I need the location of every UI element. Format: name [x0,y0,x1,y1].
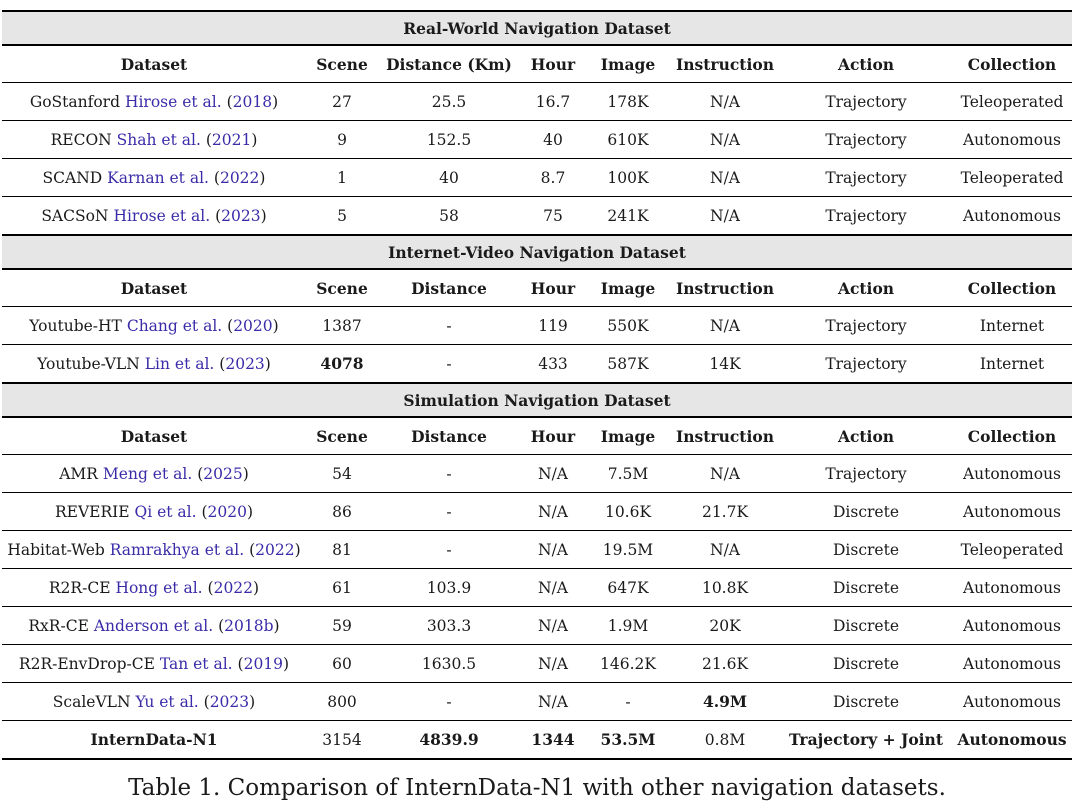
hour-cell: 16.7 [520,83,586,121]
column-header: Instruction [670,45,780,83]
section-title: Internet-Video Navigation Dataset [2,235,1072,269]
table-row [2,345,1072,384]
hour-cell: 8.7 [520,159,586,197]
dataset-name: RxR-CE [28,616,89,635]
column-header: Scene [306,417,378,455]
citation-year-link[interactable]: 2023 [221,206,261,225]
collection-cell: Teleoperated [952,83,1072,121]
image-cell: 587K [586,345,670,384]
image-cell: 146.2K [586,645,670,683]
distance-cell: 303.3 [378,607,520,645]
dataset-cell: SCAND Karnan et al. (2022) [2,159,306,197]
column-header: Dataset [2,45,306,83]
image-cell: 1.9M [586,607,670,645]
dataset-name: Youtube-VLN [37,354,140,373]
action-cell: Trajectory [780,83,952,121]
instruction-cell: N/A [670,83,780,121]
scene-cell: 54 [306,455,378,493]
distance-cell: 4839.9 [378,721,520,760]
column-header: Distance [378,417,520,455]
column-header: Collection [952,269,1072,307]
collection-cell: Autonomous [952,197,1072,236]
instruction-cell: N/A [670,307,780,345]
distance-cell: - [378,493,520,531]
collection-cell: Autonomous [952,683,1072,721]
table-row [2,455,1072,493]
dataset-name: AMR [59,464,98,483]
hour-cell: N/A [520,607,586,645]
collection-cell: Autonomous [952,455,1072,493]
dataset-cell [2,721,306,760]
table-row [2,121,1072,159]
image-cell: 10.6K [586,493,670,531]
dataset-name: SCAND [42,168,103,187]
hour-cell: N/A [520,455,586,493]
dataset-cell: Youtube-HT Chang et al. (2020) [2,307,306,345]
image-cell: 53.5M [586,721,670,760]
instruction-cell: 21.6K [670,645,780,683]
action-cell: Discrete [780,645,952,683]
column-header: Hour [520,269,586,307]
collection-cell: Teleoperated [952,531,1072,569]
instruction-cell: 14K [670,345,780,384]
table-row [2,493,1072,531]
citation-year-link[interactable]: 2021 [211,130,252,149]
column-header: Hour [520,45,586,83]
citation-year-link[interactable]: 2022 [255,540,295,559]
scene-cell: 86 [306,493,378,531]
collection-cell: Autonomous [952,721,1072,760]
action-cell: Discrete [780,683,952,721]
dataset-name: ScaleVLN [52,692,131,711]
action-cell: Trajectory [780,345,952,384]
image-cell: - [586,683,670,721]
dataset-cell: Youtube-VLN Lin et al. (2023) [2,345,306,384]
table-row [2,569,1072,607]
citation-author-link[interactable]: Qi et al. [134,502,197,521]
distance-cell: - [378,345,520,384]
instruction-cell: 20K [670,607,780,645]
collection-cell: Autonomous [952,569,1072,607]
distance-cell: - [378,683,520,721]
dataset-name: Youtube-HT [29,316,122,335]
citation-author-link[interactable]: Anderson et al. [93,616,214,635]
action-cell: Trajectory [780,159,952,197]
dataset-name: RECON [50,130,112,149]
distance-cell: 103.9 [378,569,520,607]
image-cell: 19.5M [586,531,670,569]
citation-year-link[interactable]: 2020 [233,316,273,335]
distance-cell: 25.5 [378,83,520,121]
instruction-cell: N/A [670,455,780,493]
citation-author-link[interactable]: Shah et al. [116,130,201,149]
distance-cell: 152.5 [378,121,520,159]
collection-cell: Internet [952,307,1072,345]
section-title-row [2,11,1072,45]
instruction-cell: 0.8M [670,721,780,760]
column-header: Hour [520,417,586,455]
citation-year-link[interactable]: 2022 [219,168,260,187]
table-row [2,197,1072,236]
action-cell: Discrete [780,493,952,531]
column-header: Dataset [2,269,306,307]
collection-cell: Autonomous [952,121,1072,159]
instruction-cell: 21.7K [670,493,780,531]
section-title-row [2,383,1072,417]
comparison-table-container [2,10,1072,760]
hour-cell: 119 [520,307,586,345]
table-row [2,645,1072,683]
citation-author-link[interactable]: Lin et al. [144,354,215,373]
action-cell: Trajectory [780,455,952,493]
collection-cell: Internet [952,345,1072,384]
distance-cell: - [378,455,520,493]
column-header: Image [586,45,670,83]
image-cell: 647K [586,569,670,607]
table-row [2,721,1072,760]
citation-year-link[interactable]: 2018 [232,92,273,111]
citation-year-link[interactable]: 2020 [207,502,247,521]
distance-cell: - [378,307,520,345]
collection-cell: Teleoperated [952,159,1072,197]
table-row [2,83,1072,121]
scene-cell: 61 [306,569,378,607]
dataset-name: R2R-EnvDrop-CE [18,654,155,673]
citation-author-link[interactable]: Hirose et al. [113,206,211,225]
column-header: Distance (Km) [378,45,520,83]
instruction-cell: N/A [670,159,780,197]
dataset-cell: ScaleVLN Yu et al. (2023) [2,683,306,721]
instruction-cell: N/A [670,197,780,236]
column-header: Scene [306,45,378,83]
table-row [2,531,1072,569]
image-cell: 241K [586,197,670,236]
section-title: Real-World Navigation Dataset [2,11,1072,45]
comparison-table [2,10,1072,760]
citation-year-link[interactable]: 2023 [225,354,265,373]
table-row [2,307,1072,345]
table-caption: Table 1. Comparison of InternData-N1 with other navigation datasets. [128,775,946,801]
dataset-cell: SACSoN Hirose et al. (2023) [2,197,306,236]
hour-cell: N/A [520,493,586,531]
scene-cell: 81 [306,531,378,569]
dataset-cell: REVERIE Qi et al. (2020) [2,493,306,531]
scene-cell: 60 [306,645,378,683]
instruction-cell: 10.8K [670,569,780,607]
column-header: Collection [952,45,1072,83]
dataset-cell: GoStanford Hirose et al. (2018) [2,83,306,121]
citation-year-link[interactable]: 2025 [203,464,243,483]
action-cell: Discrete [780,607,952,645]
column-header-row [2,269,1072,307]
distance-cell: 58 [378,197,520,236]
dataset-cell: R2R-CE Hong et al. (2022) [2,569,306,607]
citation-author-link[interactable]: Hirose et al. [124,92,222,111]
image-cell: 550K [586,307,670,345]
scene-cell: 5 [306,197,378,236]
distance-cell: 1630.5 [378,645,520,683]
image-cell: 7.5M [586,455,670,493]
scene-cell: 800 [306,683,378,721]
scene-cell: 27 [306,83,378,121]
section-title-row [2,235,1072,269]
image-cell: 178K [586,83,670,121]
instruction-cell: N/A [670,121,780,159]
action-cell: Trajectory [780,121,952,159]
column-header-row [2,417,1072,455]
table-row [2,159,1072,197]
collection-cell: Autonomous [952,493,1072,531]
column-header: Instruction [670,269,780,307]
dataset-name: Habitat-Web [7,540,105,559]
citation-author-link[interactable]: Chang et al. [126,316,223,335]
hour-cell: 1344 [520,721,586,760]
scene-cell: 9 [306,121,378,159]
hour-cell: N/A [520,531,586,569]
hour-cell: 433 [520,345,586,384]
dataset-name: R2R-CE [48,578,111,597]
dataset-cell: RECON Shah et al. (2021) [2,121,306,159]
collection-cell: Autonomous [952,607,1072,645]
column-header: Image [586,269,670,307]
column-header-row [2,45,1072,83]
column-header: Image [586,417,670,455]
image-cell: 100K [586,159,670,197]
citation-year-link[interactable]: 2022 [213,578,254,597]
column-header: Scene [306,269,378,307]
hour-cell: 40 [520,121,586,159]
image-cell: 610K [586,121,670,159]
citation-author-link[interactable]: Meng et al. [102,464,193,483]
dataset-name: InternData-N1 [90,730,218,749]
dataset-name: SACSoN [41,206,109,225]
table-row [2,683,1072,721]
action-cell: Trajectory + Joint [780,721,952,760]
citation-year-link[interactable]: 2019 [243,654,284,673]
scene-cell: 59 [306,607,378,645]
column-header: Collection [952,417,1072,455]
hour-cell: N/A [520,645,586,683]
citation-author-link[interactable]: Karnan et al. [107,168,209,187]
section-title: Simulation Navigation Dataset [2,383,1072,417]
distance-cell: - [378,531,520,569]
scene-cell: 1387 [306,307,378,345]
distance-cell: 40 [378,159,520,197]
column-header: Action [780,45,952,83]
action-cell: Discrete [780,531,952,569]
column-header: Instruction [670,417,780,455]
dataset-cell: AMR Meng et al. (2025) [2,455,306,493]
column-header: Action [780,417,952,455]
citation-year-link[interactable]: 2023 [209,692,250,711]
dataset-cell: RxR-CE Anderson et al. (2018b) [2,607,306,645]
hour-cell: N/A [520,683,586,721]
citation-author-link[interactable]: Hong et al. [115,578,203,597]
instruction-cell: N/A [670,531,780,569]
table-row [2,607,1072,645]
citation-author-link[interactable]: Ramrakhya et al. [109,540,245,559]
action-cell: Trajectory [780,197,952,236]
dataset-cell: R2R-EnvDrop-CE Tan et al. (2019) [2,645,306,683]
scene-cell: 1 [306,159,378,197]
hour-cell: N/A [520,569,586,607]
citation-author-link[interactable]: Tan et al. [159,654,233,673]
dataset-name: GoStanford [29,92,120,111]
hour-cell: 75 [520,197,586,236]
citation-author-link[interactable]: Yu et al. [135,692,199,711]
action-cell: Discrete [780,569,952,607]
collection-cell: Autonomous [952,645,1072,683]
scene-cell: 4078 [306,345,378,384]
column-header: Dataset [2,417,306,455]
action-cell: Trajectory [780,307,952,345]
dataset-cell: Habitat-Web Ramrakhya et al. (2022) [2,531,306,569]
scene-cell: 3154 [306,721,378,760]
dataset-name: REVERIE [54,502,130,521]
citation-year-link[interactable]: 2018b [224,616,274,635]
column-header: Action [780,269,952,307]
column-header: Distance [378,269,520,307]
instruction-cell: 4.9M [670,683,780,721]
